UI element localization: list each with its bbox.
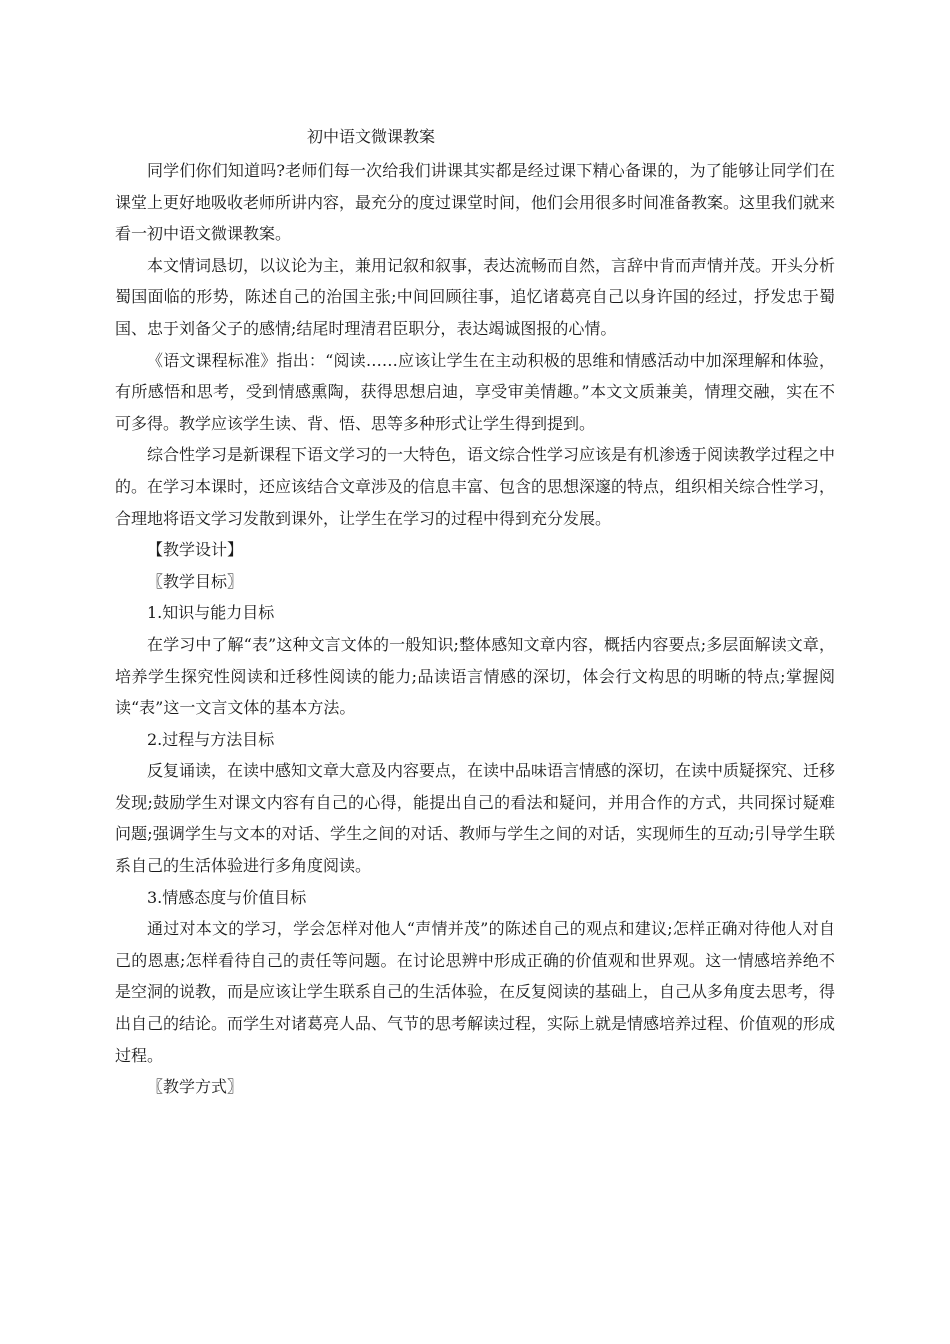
paragraph: 通过对本文的学习，学会怎样对他人“声情并茂”的陈述自己的观点和建议;怎样正确对待他人对自己的恩惠;怎样看待自己的责任等问题。在讨论思辨中形成正确的价值观和世界观。这一情感培养绝不是空洞的说教，而是应该让学生联系自己的生活体验，在反复阅读的基础上，自己从多角度去思考，得出自己的结论。而学生对诸葛亮人品、气节的思考解读过程，实际上就是情感培养过程、价值观的形成过程。 <box>115 919 836 1065</box>
document-title: 初中语文微课教案 <box>307 127 436 146</box>
section-heading: 3.情感态度与价值目标 <box>147 887 307 907</box>
document-body <box>115 155 835 1103</box>
paragraph: 在学习中了解“表”这种文言文体的一般知识;整体感知文章内容，概括内容要点;多层面解读文章，培养学生探究性阅读和迁移性阅读的能力;品读语言情感的深切，体会行文构思的明晰的特点;掌握阅读“表”这一文言文体的基本方法。 <box>115 634 835 718</box>
paragraph: 反复诵读，在读中感知文章大意及内容要点，在读中品味语言情感的深切，在读中质疑探究、迁移发现;鼓励学生对课文内容有自己的心得，能提出自己的看法和疑问，并用合作的方式，共同探讨疑难问题;强调学生与文本的对话、学生之间的对话、教师与学生之间的对话，实现师生的互动;引导学生联系自己的生活体验进行多角度阅读。 <box>115 761 836 876</box>
paragraph: 综合性学习是新课程下语文学习的一大特色，语文综合性学习应该是有机渗透于阅读教学过程之中的。在学习本课时，还应该结合文章涉及的信息丰富、包含的思想深邃的特点，组织相关综合性学习，合理地将语文学习发散到课外，让学生在学习的过程中得到充分发展。 <box>115 445 836 528</box>
section-heading: 1.知识与能力目标 <box>147 603 275 623</box>
section-heading: 2.过程与方法目标 <box>147 729 275 749</box>
paragraph: 同学们你们知道吗?老师们每一次给我们讲课其实都是经过课下精心备课的，为了能够让同学们在课堂上更好地吸收老师所讲内容，最充分的度过课堂时间，他们会用很多时间准备教案。这里我们就来看一初中语文微课教案。 <box>115 161 836 244</box>
section-heading: 【教学设计】 <box>147 540 244 560</box>
paragraph: 《语文课程标准》指出：“阅读……应该让学生在主动积极的思维和情感活动中加深理解和体验，有所感悟和思考，受到情感熏陶，获得思想启迪，享受审美情趣。”本文文质兼美，情理交融，实在不可多得。教学应该学生读、背、悟、思等多种形式让学生得到提到。 <box>115 350 835 433</box>
section-heading: 〖教学方式〗 <box>147 1077 244 1097</box>
section-heading: 〖教学目标〗 <box>147 571 244 591</box>
paragraph: 本文情词恳切，以议论为主，兼用记叙和叙事，表达流畅而自然，言辞中肯而声情并茂。开头分析蜀国面临的形势，陈述自己的治国主张;中间回顾往事，追忆诸葛亮自己以身许国的经过，抒发忠于蜀国、忠于刘备父子的感情;结尾时理清君臣职分，表达竭诚图报的心情。 <box>115 255 836 338</box>
